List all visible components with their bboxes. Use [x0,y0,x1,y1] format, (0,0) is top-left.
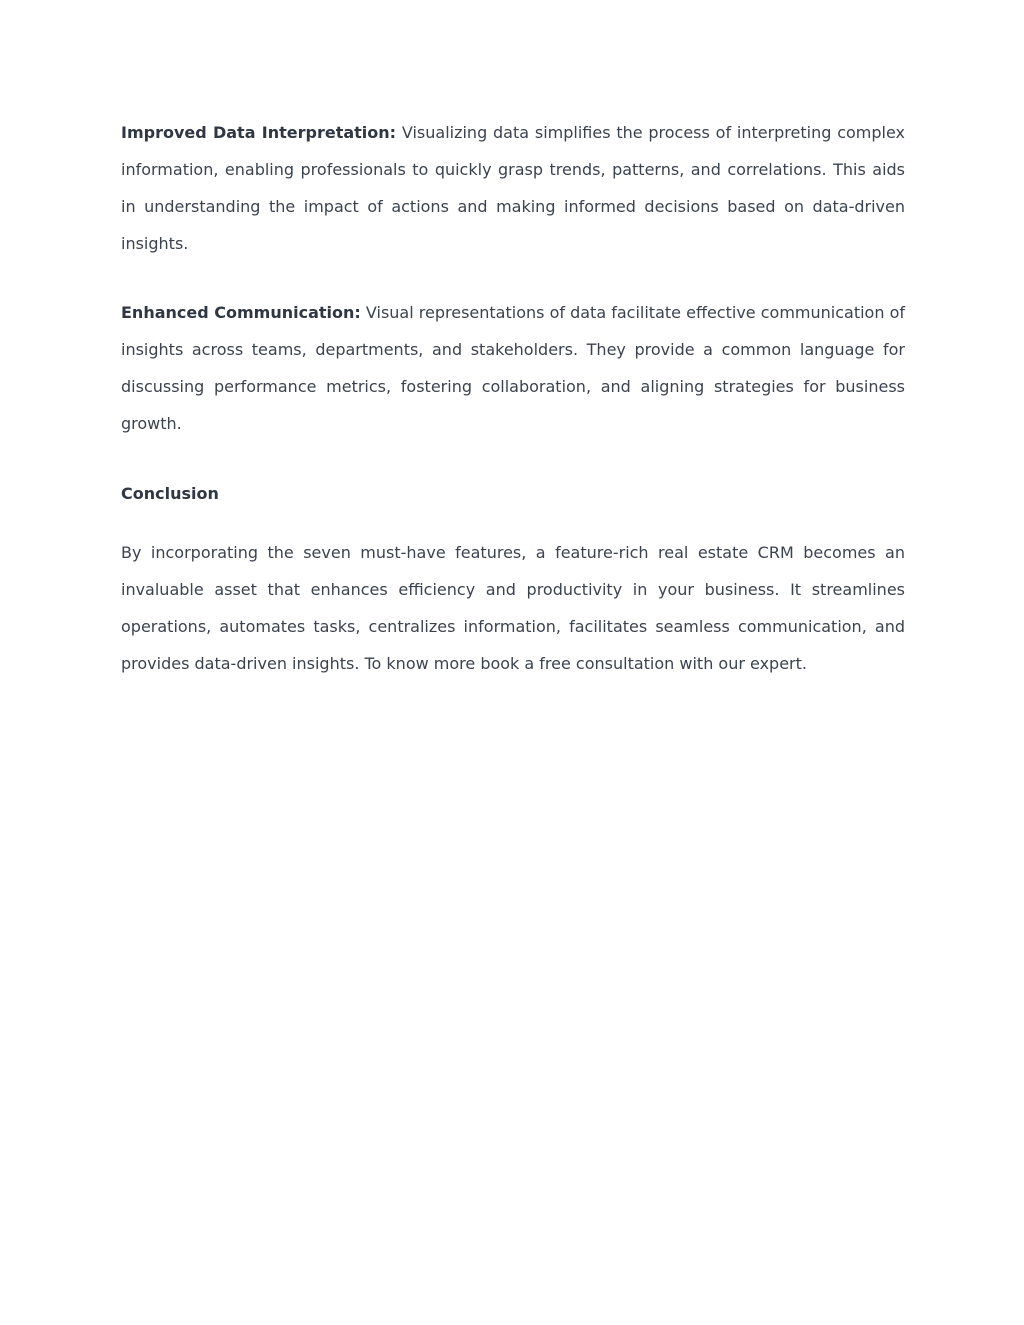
paragraph-enhanced-communication [121,294,905,442]
paragraph-body: Visual representations of data facilitate effective communication of insights across teams, departments, and stakeholders. They provide a common language for discussing performance metrics, fostering collaboration, and aligning strategies for business growth. [121,303,905,433]
paragraph-lead: Enhanced Communication: [121,303,361,322]
document-page [121,114,905,682]
conclusion-heading: Conclusion [121,484,219,503]
paragraph-lead: Improved Data Interpretation: [121,123,397,142]
paragraph-body: Visualizing data simplifies the process of interpreting complex information, enabling professionals to quickly grasp trends, patterns, and correlations. This aids in understanding the impact of actions and making informed decisions based on data-driven insights. [121,123,905,253]
conclusion-paragraph: By incorporating the seven must-have features, a feature-rich real estate CRM becomes an invaluable asset that enhances efficiency and productivity in your business. It streamlines operations, automates tasks, centralizes information, facilitates seamless communication, and provides data-driven insights. To know more book a free consultation with our expert. [121,543,905,673]
paragraph-data-interpretation [121,114,905,262]
